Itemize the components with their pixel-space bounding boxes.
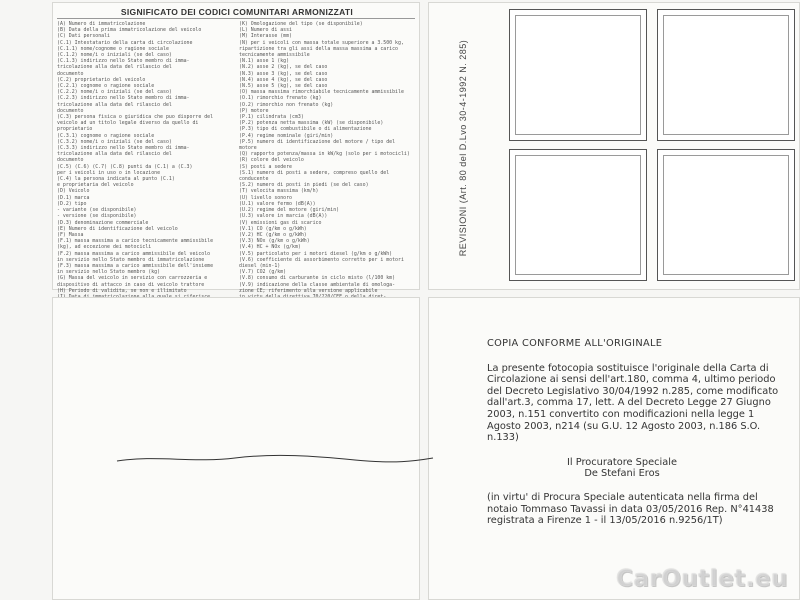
legend-title-rule	[57, 18, 415, 19]
revision-box-inner	[515, 155, 641, 275]
legend-line: (C.3) persona fisica o giuridica che puo disporre del	[57, 114, 214, 121]
legend-line: (U.2) regime del motore (giri/min)	[239, 207, 340, 214]
revision-page	[428, 2, 800, 290]
legend-line: (G) Massa del veicolo in servizio con carrozzeria e	[57, 275, 208, 282]
watermark-logo: CarOutlet.eu	[616, 566, 788, 592]
legend-line: (N.1) asse 1 (kg)	[239, 58, 290, 65]
legend-line: (D.1) marca	[57, 194, 90, 201]
legend-line: (B) Data della prima immatricolazione del veicolo	[57, 27, 202, 34]
legend-right-column	[239, 21, 417, 294]
legend-line: - variante (se disponibile)	[57, 207, 137, 214]
legend-line: (N.4) asse 4 (kg), se del caso	[239, 76, 328, 83]
legend-line: (E) Numero di identificazione del veicolo	[57, 225, 178, 232]
legend-line: (N.3) asse 3 (kg), se del caso	[239, 70, 328, 77]
legend-line: (P.2) potenza netta massima (kW) (se disponibile)	[239, 120, 384, 127]
legend-line: (L) Numero di assi	[239, 27, 292, 34]
legend-line: documento	[57, 107, 84, 114]
legend-line: (H) Periodo di validita, se non e illimitato	[57, 287, 187, 294]
revision-box-inner	[663, 15, 789, 135]
legend-line: (O.1) rimorchio frenato (kg)	[239, 95, 322, 102]
legend-line: (V.2) HC (g/km o g/kWh)	[239, 231, 307, 238]
legend-line: e proprietaria del veicolo	[57, 182, 134, 189]
certification-page	[428, 297, 800, 600]
legend-title: SIGNIFICATO DEI CODICI COMUNITARI ARMONIZZATI	[120, 7, 354, 17]
legend-line: (C.4) la persona indicata al punto (C.1)	[57, 176, 175, 183]
legend-line: (U.3) valore in marcia (dB(A))	[239, 213, 328, 220]
legend-line: (P.5) numero di identificazione del motore / tipo del	[239, 138, 396, 145]
signature-mark	[115, 452, 435, 466]
legend-page	[52, 2, 420, 294]
revision-box	[657, 9, 795, 141]
legend-line: in servizio nello Stato membro di immatricolazione	[57, 256, 205, 263]
legend-line: (F.3) massa massima a carico ammissibile dell'insieme	[57, 262, 214, 269]
legend-line: (C.1.1) nome/cognome o ragione sociale	[57, 45, 169, 52]
legend-line: (C.2.2) nome/i o iniziali (se del caso)	[57, 89, 172, 96]
legend-line: (S.1) numero di posti a sedere, compreso quello del	[239, 169, 390, 176]
legend-line: (O) massa massima rimorchiabile tecnicamente ammissibile	[239, 89, 404, 96]
legend-line: (V.8) consumo di carburante in ciclo misto (l/100 km)	[239, 275, 396, 282]
legend-line: tricolazione alla data del rilascio del	[57, 101, 172, 108]
legend-line: (C.3.2) nome/i o iniziali (se del caso)	[57, 138, 172, 145]
legend-line: (C.2.1) cognome o ragione sociale	[57, 83, 155, 90]
legend-line: (C.2.3) indirizzo nello Stato membro di imma-	[57, 95, 190, 102]
legend-line: (R) colore del veicolo	[239, 157, 304, 164]
legend-line: tecnicamente ammissibile	[239, 52, 310, 59]
revision-box-inner	[515, 15, 641, 135]
revision-box	[509, 9, 647, 141]
legend-line: (D.2) tipo	[57, 200, 87, 207]
certification-heading: COPIA CONFORME ALL'ORIGINALE	[487, 338, 663, 349]
legend-line: (C.5) (C.6) (C.7) (C.8) punti da (C.1) a (C.3)	[57, 163, 193, 170]
legend-line: (M) Interasse (mm)	[239, 33, 292, 40]
legend-line: (P.3) tipo di combustibile o di alimentazione	[239, 126, 372, 133]
procurator-name: De Stefani Eros	[584, 468, 660, 480]
legend-line: dispositivo di attacco in caso di veicolo trattore	[57, 281, 205, 288]
revision-box	[657, 149, 795, 281]
legend-line: (C.1.3) indirizzo nello Stato membro di imma-	[57, 58, 190, 65]
legend-line: (O.2) rimorchio non frenato (kg)	[239, 101, 334, 108]
blank-page	[52, 297, 420, 600]
legend-line: (A) Numero di immatricolazione	[57, 21, 146, 27]
legend-line: (S) posti a sedere	[239, 163, 292, 170]
legend-line: tricolazione alla data del rilascio del	[57, 151, 172, 158]
legend-line: (D.3) denominazione commerciale	[57, 219, 149, 226]
legend-line: - versione (se disponibile)	[57, 213, 137, 220]
legend-line: (C.3.1) cognome o ragione sociale	[57, 132, 155, 139]
certification-block	[487, 338, 787, 540]
legend-line: per i veicoli in uso o in locazione	[57, 169, 161, 176]
legend-line: conducente	[239, 176, 269, 183]
legend-line: (F) Massa	[57, 231, 84, 238]
legend-line: (V.7) CO2 (g/km)	[239, 269, 287, 276]
legend-line: (V.6) coefficiente di assorbimento corretto per i motori	[239, 256, 404, 263]
legend-line: (V.5) particolato per i motori diesel (g/km o g/kWh)	[239, 250, 393, 257]
revision-label: REVISIONI (Art. 80 del D.Lvo 30-4-1992 N. 285)	[458, 39, 468, 257]
legend-left-column	[57, 21, 235, 294]
legend-line: zione CE; riferimento alla versione applicabile	[239, 287, 378, 294]
legend-line: (K) Omologazione del tipo (se disponibile)	[239, 21, 363, 27]
legend-line: (F.2) massa massima a carico ammissibile del veicolo	[57, 250, 211, 257]
legend-line: in servizio nello Stato membro (kg)	[57, 269, 161, 276]
legend-line: (C.2) proprietario del veicolo	[57, 76, 146, 83]
legend-line: (N) per i veicoli con massa totale superiore a 3.500 kg,	[239, 39, 404, 46]
legend-line: (P.1) cilindrata (cm3)	[239, 114, 304, 121]
legend-line: (P) motore	[239, 107, 269, 114]
power-of-attorney-note: (in virtu' di Procura Speciale autenticata nella firma del notaio Tommaso Tavassi in data 03/05/2016 Rep. N°41438 registrata a Firenze 1 - il 13/05/2016 n.9256/1T)	[487, 491, 774, 527]
legend-line: (C) Dati personali	[57, 33, 110, 40]
legend-line: (Q) rapporto potenza/massa in kW/kg (solo per i motocicli)	[239, 151, 410, 158]
legend-line: (V.3) NOx (g/km o g/kWh)	[239, 238, 310, 245]
certification-paragraph: La presente fotocopia sostituisce l'originale della Carta di Circolazione ai sensi dell'art.180, comma 4, ultimo periodo del Decreto Legislativo 30/04/1992 n.285, come modificato dall'art.3, comma 17, lett. A del Decreto Legge 27 Giugno 2003, n.151 convertito con modificazioni nella legge 1 Agosto 2003, n214 (su G.U. 12 Agosto 2003, n.186 S.O. n.133)	[487, 362, 779, 444]
legend-line: (F.1) massa massima a carico tecnicamente ammissibile	[57, 238, 214, 245]
legend-line: (S.2) numero di posti in piedi (se del caso)	[239, 182, 369, 189]
legend-line: (V) emissioni gas di scarico	[239, 219, 322, 226]
legend-line: (V.4) HC + NOx (g/km)	[239, 244, 301, 251]
legend-line: (V.1) CO (g/km o g/kWh)	[239, 225, 307, 232]
revision-box	[509, 149, 647, 281]
procurator-role: Il Procuratore Speciale	[566, 456, 677, 468]
legend-line: ripartizione tra gli assi della massa massima a carico	[239, 45, 398, 52]
legend-line: documento	[57, 157, 84, 164]
revision-box-inner	[663, 155, 789, 275]
legend-line: (C.3.3) indirizzo nello Stato membro di imma-	[57, 145, 190, 152]
legend-line: documento	[57, 70, 84, 77]
legend-line: (N.2) asse 2 (kg), se del caso	[239, 64, 328, 71]
legend-line: proprietario	[57, 126, 93, 133]
legend-line: (D) Veicolo	[57, 188, 90, 195]
legend-line: (U) livello sonoro	[239, 194, 292, 201]
legend-line: (C.1) Intestatario della carta di circolazione	[57, 39, 193, 46]
legend-line: (V.9) indicazione della classe ambientale di omologa-	[239, 281, 396, 288]
legend-line: motore	[239, 145, 257, 152]
legend-line: tricolazione alla data del rilascio del	[57, 64, 172, 71]
legend-line: veicolo ad un titolo legale diverso da quello di	[57, 120, 199, 127]
legend-line: (U.1) valore fermo (dB(A))	[239, 200, 316, 207]
legend-line: (P.4) regime nominale (giri/min)	[239, 132, 334, 139]
legend-line: diesel (min-1)	[239, 262, 281, 269]
legend-line: (C.1.2) nome/i o iniziali (se del caso)	[57, 52, 172, 59]
legend-line: (kg), ad eccezione dei motocicli	[57, 244, 152, 251]
legend-line: (T) velocita massima (km/h)	[239, 188, 319, 195]
legend-line: (N.5) asse 5 (kg), se del caso	[239, 83, 328, 90]
